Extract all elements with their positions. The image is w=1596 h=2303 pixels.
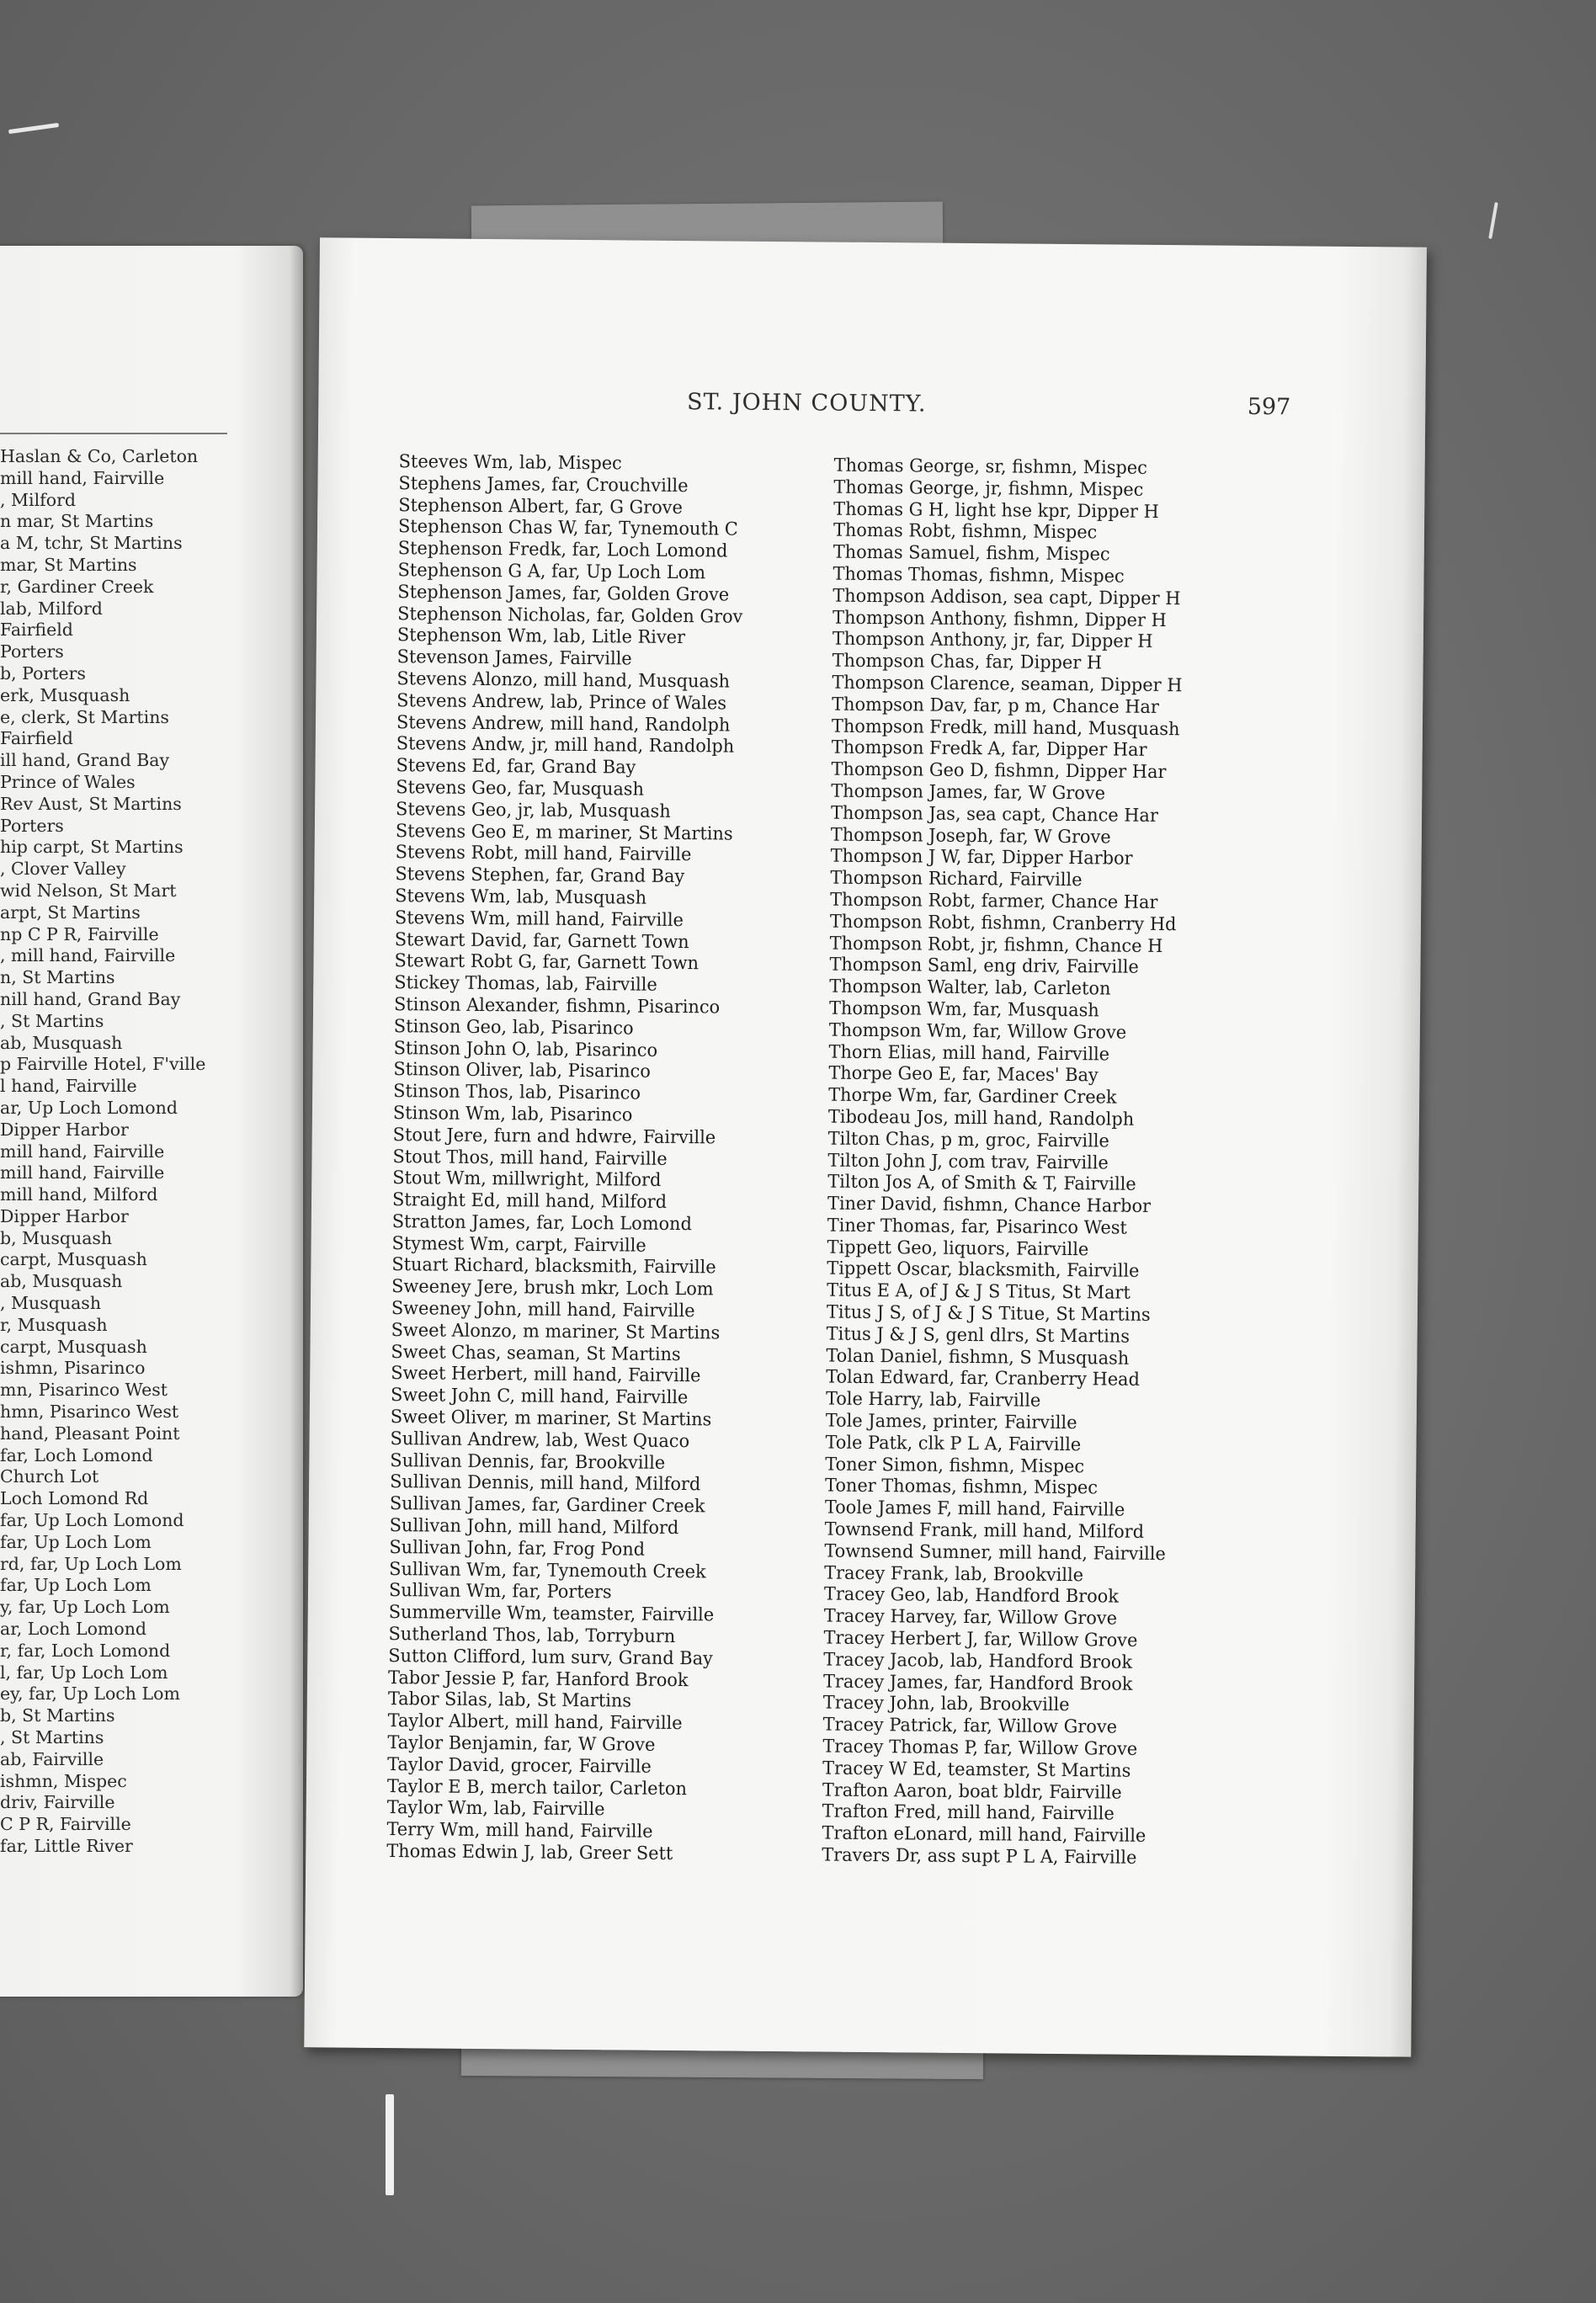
directory-entry: Thomas G H, light hse kpr, Dipper H [833,498,1159,523]
directory-entry: Sullivan Dennis, mill hand, Milford [390,1471,701,1496]
directory-entry: Stymest Wm, carpt, Fairville [391,1232,646,1257]
directory-entry: Sullivan Andrew, lab, West Quaco [390,1428,690,1453]
facing-page-entry: e, clerk, St Martins [0,706,169,727]
facing-page-entry: , St Martins [0,1727,104,1748]
facing-page-entry: ab, Fairville [0,1748,104,1769]
directory-entry: Tracey Jacob, lab, Handford Brook [823,1649,1133,1673]
facing-page-entry: mill hand, Fairville [0,1141,165,1162]
directory-entry: Stevens Robt, mill hand, Fairville [395,842,692,866]
directory-entry: Stevens Andrew, lab, Prince of Wales [396,689,727,715]
directory-entry: Thompson Jas, sea capt, Chance Har [830,802,1158,827]
directory-entry: Tolan Edward, far, Cranberry Head [826,1367,1141,1391]
directory-entry: Stinson Wm, lab, Pisarinco [392,1102,633,1126]
facing-page [0,246,303,1997]
facing-page-entry: Porters [0,641,64,662]
directory-entry: Stephenson G A, far, Up Loch Lom [397,560,706,584]
directory-entry: Stout Jere, furn and hdwre, Fairville [392,1124,716,1149]
directory-entry: Sweet Chas, seaman, St Martins [391,1341,681,1365]
directory-entry: Thomas Edwin J, lab, Greer Sett [386,1841,673,1864]
directory-entry: Tracey Thomas P, far, Willow Grove [822,1736,1138,1760]
facing-page-entry: r, Gardiner Creek [0,576,154,597]
directory-entry: Thompson Robt, farmer, Chance Har [830,889,1158,913]
directory-entry: Stephenson Fredk, far, Loch Lomond [397,538,728,562]
facing-page-entry: C P R, Fairville [0,1814,131,1835]
directory-column-left [386,451,837,1866]
facing-page-entry: b, Musquash [0,1227,113,1248]
directory-entry: Sweet Oliver, m mariner, St Martins [390,1407,712,1431]
facing-page-entry: p Fairville Hotel, F'ville [0,1054,206,1075]
directory-entry: Stinson Thos, lab, Pisarinco [393,1081,641,1104]
directory-entry: Thorn Elias, mill hand, Fairville [828,1041,1110,1066]
facing-page-entry: Church Lot [0,1466,99,1487]
directory-entry: Tilton John J, com trav, Fairville [827,1150,1109,1173]
directory-entry: Thompson Addison, sea capt, Dipper H [833,585,1181,609]
directory-entry: Stuart Richard, blacksmith, Fairville [391,1254,716,1279]
directory-entry: Tracey Patrick, far, Willow Grove [822,1714,1118,1738]
directory-entry: Sullivan Wm, far, Tynemouth Creek [389,1558,706,1582]
directory-entry: Toner Simon, fishmn, Mispec [825,1454,1085,1477]
directory-entry: Thorpe Wm, far, Gardiner Creek [828,1084,1117,1109]
directory-entry: Thompson Dav, far, p m, Chance Har [832,694,1159,718]
directory-entry: Tibodeau Jos, mill hand, Randolph [827,1106,1135,1130]
directory-entry: Taylor Benjamin, far, W Grove [387,1732,656,1756]
directory-entry: Thompson Anthony, fishmn, Dipper H [832,607,1167,631]
directory-entry: Stevens Andw, jr, mill hand, Randolph [396,733,735,758]
directory-entry: Thomas George, sr, fishmn, Mispec [833,455,1147,479]
directory-entry: Sweeney John, mill hand, Fairville [391,1298,695,1322]
facing-page-entry: a M, tchr, St Martins [0,533,183,554]
facing-page-entry: ey, far, Up Loch Lom [0,1683,180,1705]
directory-entry: Stewart David, far, Garnett Town [394,928,689,953]
facing-page-entries [0,446,303,1858]
facing-page-entry: r, far, Loch Lomond [0,1640,171,1661]
directory-entry: Stevens Wm, mill hand, Fairville [394,907,684,931]
facing-page-entry: Porters [0,815,64,836]
directory-entry: Tippett Oscar, blacksmith, Fairville [827,1258,1140,1283]
directory-entry: Stevens Geo, far, Musquash [396,777,645,800]
directory-entry: Thompson J W, far, Dipper Harbor [830,845,1133,870]
facing-page-entry: Dipper Harbor [0,1205,129,1226]
facing-page-entry: ishmn, Pisarinco [0,1358,146,1379]
facing-page-entry: arpt, St Martins [0,902,141,923]
directory-entry: Thompson James, far, W Grove [831,780,1106,805]
directory-entry: Stevens Stephen, far, Grand Bay [395,864,685,888]
directory-entry: Taylor Albert, mill hand, Fairville [387,1710,683,1735]
facing-page-entry: mill hand, Fairville [0,1162,165,1183]
directory-entry: Trafton eLonard, mill hand, Fairville [822,1822,1146,1848]
facing-page-entry: carpt, Musquash [0,1336,147,1357]
directory-entry: Terry Wm, mill hand, Fairville [386,1819,653,1843]
directory-entry: Thompson Chas, far, Dipper H [832,650,1103,674]
directory-entry: Stinson Alexander, fishmn, Pisarinco [393,993,721,1019]
directory-entry: Stevens Alonzo, mill hand, Musquash [396,668,731,693]
facing-page-rule [0,433,227,434]
facing-page-entry: erk, Musquash [0,684,130,705]
facing-page-entry: rd, far, Up Loch Lom [0,1553,182,1574]
directory-entry: Thomas Samuel, fishm, Mispec [833,541,1110,566]
directory-entry: Toner Thomas, fishmn, Mispec [824,1476,1099,1499]
directory-entry: Sullivan Dennis, far, Brookville [390,1449,666,1474]
directory-entry: Taylor David, grocer, Fairville [387,1753,652,1778]
directory-entry: Sullivan Wm, far, Porters [388,1580,612,1604]
facing-page-entry: lab, Milford [0,598,103,619]
facing-page-entry: far, Loch Lomond [0,1444,153,1465]
directory-entry: Steeves Wm, lab, Mispec [398,451,622,475]
facing-page-entry: n mar, St Martins [0,511,154,532]
directory-page [304,237,1427,2056]
directory-entry: Thomas Thomas, fishmn, Mispec [833,563,1125,588]
directory-entry: Tilton Chas, p m, groc, Fairville [827,1128,1109,1152]
facing-page-entry: ar, Up Loch Lomond [0,1097,178,1118]
facing-page-entry: far, Up Loch Lomond [0,1510,184,1531]
directory-entry: Taylor E B, merch tailor, Carleton [386,1775,688,1800]
facing-page-entry: n, St Martins [0,967,115,988]
directory-entry: Thompson Wm, far, Willow Grove [828,1019,1127,1044]
facing-page-entry: mill hand, Milford [0,1184,158,1205]
directory-entry: Tabor Jessie P, far, Hanford Brook [387,1667,689,1691]
facing-page-entry: hip carpt, St Martins [0,837,184,858]
facing-page-entry: ar, Loch Lomond [0,1619,147,1640]
directory-entry: Stratton James, far, Loch Lomond [391,1210,693,1236]
directory-entry: Straight Ed, mill hand, Milford [391,1189,668,1213]
facing-page-entry: carpt, Musquash [0,1249,147,1270]
directory-entry: Stevens Geo E, m mariner, St Martins [395,820,733,845]
directory-entry: Tole Harry, lab, Fairville [825,1388,1041,1412]
directory-entry: Thompson Walter, lab, Carleton [829,976,1111,1000]
directory-entry: Stevenson James, Fairville [396,646,632,670]
directory-entry: Stout Thos, mill hand, Fairville [392,1146,668,1170]
directory-entry: Stinson Geo, lab, Pisarinco [393,1015,634,1040]
directory-entry: Sweet Alonzo, m mariner, St Martins [391,1319,721,1344]
directory-entry: Stephenson James, far, Golden Grove [397,581,730,606]
facing-page-entry: Haslan & Co, Carleton [0,446,199,466]
directory-entry: Sweet Herbert, mill hand, Fairville [391,1363,701,1387]
directory-entry: Trafton Fred, mill hand, Fairville [822,1800,1115,1825]
facing-page-entry: np C P R, Fairville [0,923,159,944]
facing-page-entry: Fairfield [0,728,73,749]
directory-entry: Tabor Silas, lab, St Martins [387,1689,632,1712]
directory-entry: Thompson Anthony, jr, far, Dipper H [832,628,1153,653]
facing-page-entry: b, St Martins [0,1705,115,1726]
directory-entry: Stevens Ed, far, Grand Bay [396,755,636,779]
directory-entry: Stevens Geo, jr, lab, Musquash [395,798,671,822]
directory-entry: Taylor Wm, lab, Fairville [386,1797,605,1821]
directory-entry: Stephenson Nicholas, far, Golden Grov [397,603,743,628]
directory-entry: Thompson Fredk, mill hand, Musquash [831,715,1180,740]
facing-page-entry: Prince of Wales [0,771,136,792]
facing-page-entry: , Musquash [0,1293,102,1314]
facing-page-entry: , Milford [0,489,76,510]
directory-entry: Tracey Geo, lab, Handford Brook [823,1583,1120,1609]
directory-entry: Tiner David, fishmn, Chance Harbor [827,1193,1152,1218]
directory-entry: Tole James, printer, Fairville [825,1410,1077,1434]
directory-entry: Thompson Geo D, fishmn, Dipper Har [831,758,1167,784]
directory-entry: Stephens James, far, Crouchville [398,472,689,497]
facing-page-entry: far, Up Loch Lom [0,1575,152,1596]
directory-entry: Stewart Robt G, far, Garnett Town [394,950,700,975]
facing-page-entry: nill hand, Grand Bay [0,988,181,1009]
directory-entry: Stevens Wm, lab, Musquash [395,886,647,909]
directory-entry: Stephenson Wm, lab, Litle River [396,625,686,649]
directory-entry: Thompson Joseph, far, W Grove [830,824,1111,848]
facing-page-entry: ab, Musquash [0,1032,123,1053]
directory-entry: Sutton Clifford, lum surv, Grand Bay [388,1645,713,1670]
directory-entry: Thompson Saml, eng driv, Fairville [829,954,1139,979]
facing-page-entry: ab, Musquash [0,1271,123,1292]
directory-column-right [822,455,1272,1870]
directory-entry: Thompson Clarence, seaman, Dipper H [832,672,1183,697]
directory-entry: Thomas Robt, fishmn, Mispec [833,519,1098,544]
facing-page-entry: mill hand, Fairville [0,467,165,488]
directory-entry: Thompson Wm, far, Musquash [828,997,1099,1022]
page-title: ST. JOHN COUNTY. [686,389,927,418]
directory-entry: Tilton Jos A, of Smith & T, Fairville [827,1171,1136,1196]
facing-page-entry: b, Porters [0,662,86,683]
directory-entry: Summerville Wm, teamster, Fairville [388,1602,715,1626]
directory-entry: Thompson Fredk A, far, Dipper Har [831,737,1147,762]
directory-entry: Tracey John, lab, Brookville [822,1692,1070,1716]
directory-entry: Trafton Aaron, boat bldr, Fairville [822,1779,1122,1804]
facing-page-entry: , St Martins [0,1010,104,1031]
running-head [318,386,1425,428]
directory-entry: Sweet John C, mill hand, Fairville [390,1385,689,1409]
directory-entry: Thorpe Geo E, far, Maces' Bay [828,1062,1099,1087]
directory-entry: Titus J & J S, genl dlrs, St Martins [826,1323,1130,1348]
stray-mark-bottom [386,2094,394,2195]
directory-entry: Tracey Frank, lab, Brookville [824,1562,1084,1586]
facing-page-entry: , mill hand, Fairville [0,945,176,966]
facing-page-entry: , Clover Valley [0,859,126,880]
facing-page-entry: driv, Fairville [0,1792,115,1813]
directory-entry: Thomas George, jr, fishmn, Mispec [833,476,1144,501]
facing-page-entry: y, far, Up Loch Lom [0,1597,170,1618]
directory-entry: Thompson Richard, Fairville [830,867,1083,891]
facing-page-entry: Fairfield [0,620,73,641]
directory-entry: Stephenson Albert, far, G Grove [398,494,683,519]
facing-page-entry: r, Musquash [0,1314,108,1335]
facing-page-entry: Dipper Harbor [0,1119,129,1140]
directory-entry: Tippett Geo, liquors, Fairville [827,1237,1089,1260]
facing-page-entry: far, Little River [0,1836,133,1856]
directory-entry: Sutherland Thos, lab, Torryburn [388,1624,676,1648]
facing-page-entry: ill hand, Grand Bay [0,750,170,771]
facing-page-entry: l, far, Up Loch Lom [0,1662,168,1683]
page-number: 597 [1247,393,1291,421]
directory-entry: Tracey Harvey, far, Willow Grove [823,1605,1118,1630]
directory-entry: Thompson Robt, jr, fishmn, Chance H [829,933,1163,957]
directory-entry: Stinson John O, lab, Pisarinco [393,1037,658,1061]
directory-entry: Titus J S, of J & J S Titue, St Martins [826,1301,1151,1326]
directory-entry: Tracey Herbert J, far, Willow Grove [823,1627,1138,1651]
stray-mark-top-right [1488,202,1498,239]
directory-entry: Stevens Andrew, mill hand, Randolph [396,711,731,737]
directory-entry: Stickey Thomas, lab, Fairville [394,972,657,996]
directory-entry: Tiner Thomas, far, Pisarinco West [827,1215,1127,1239]
directory-entry: Tracey James, far, Handford Brook [822,1671,1133,1695]
facing-page-entry: Loch Lomond Rd [0,1488,149,1509]
facing-page-entry: l hand, Fairville [0,1076,137,1097]
facing-page-entry: mar, St Martins [0,554,137,575]
directory-entry: Townsend Frank, mill hand, Milford [824,1518,1145,1543]
directory-entry: Travers Dr, ass supt P L A, Fairville [822,1844,1137,1869]
stray-mark-top-left [8,123,59,134]
facing-page-entry: hand, Pleasant Point [0,1423,180,1444]
directory-entry: Toole James F, mill hand, Fairville [824,1497,1125,1521]
facing-page-entry: mn, Pisarinco West [0,1380,168,1401]
directory-entry: Thompson Robt, fishmn, Cranberry Hd [829,911,1177,935]
directory-entry: Sullivan James, far, Gardiner Creek [389,1493,705,1518]
directory-entry: Tolan Daniel, fishmn, S Musquash [826,1345,1130,1370]
facing-page-entry: far, Up Loch Lom [0,1531,152,1552]
directory-entry: Stephenson Chas W, far, Tynemouth C [397,516,738,541]
facing-page-entry: hmn, Pisarinco West [0,1401,179,1423]
directory-entry: Sweeney Jere, brush mkr, Loch Lom [391,1276,714,1300]
directory-entry: Townsend Sumner, mill hand, Fairville [824,1540,1166,1565]
facing-page-entry: ishmn, Mispec [0,1770,127,1791]
directory-entry: Stinson Oliver, lab, Pisarinco [393,1059,651,1083]
directory-entry: Sullivan John, mill hand, Milford [389,1515,679,1540]
facing-page-entry: wid Nelson, St Mart [0,880,177,901]
directory-entry: Tole Patk, clk P L A, Fairville [825,1432,1082,1456]
directory-entry: Stout Wm, millwright, Milford [392,1167,662,1192]
facing-page-entry: Rev Aust, St Martins [0,793,182,814]
directory-entry: Titus E A, of J & J S Titus, St Mart [827,1279,1130,1304]
directory-entry: Sullivan John, far, Frog Pond [389,1536,646,1561]
directory-entry: Tracey W Ed, teamster, St Martins [822,1758,1131,1782]
